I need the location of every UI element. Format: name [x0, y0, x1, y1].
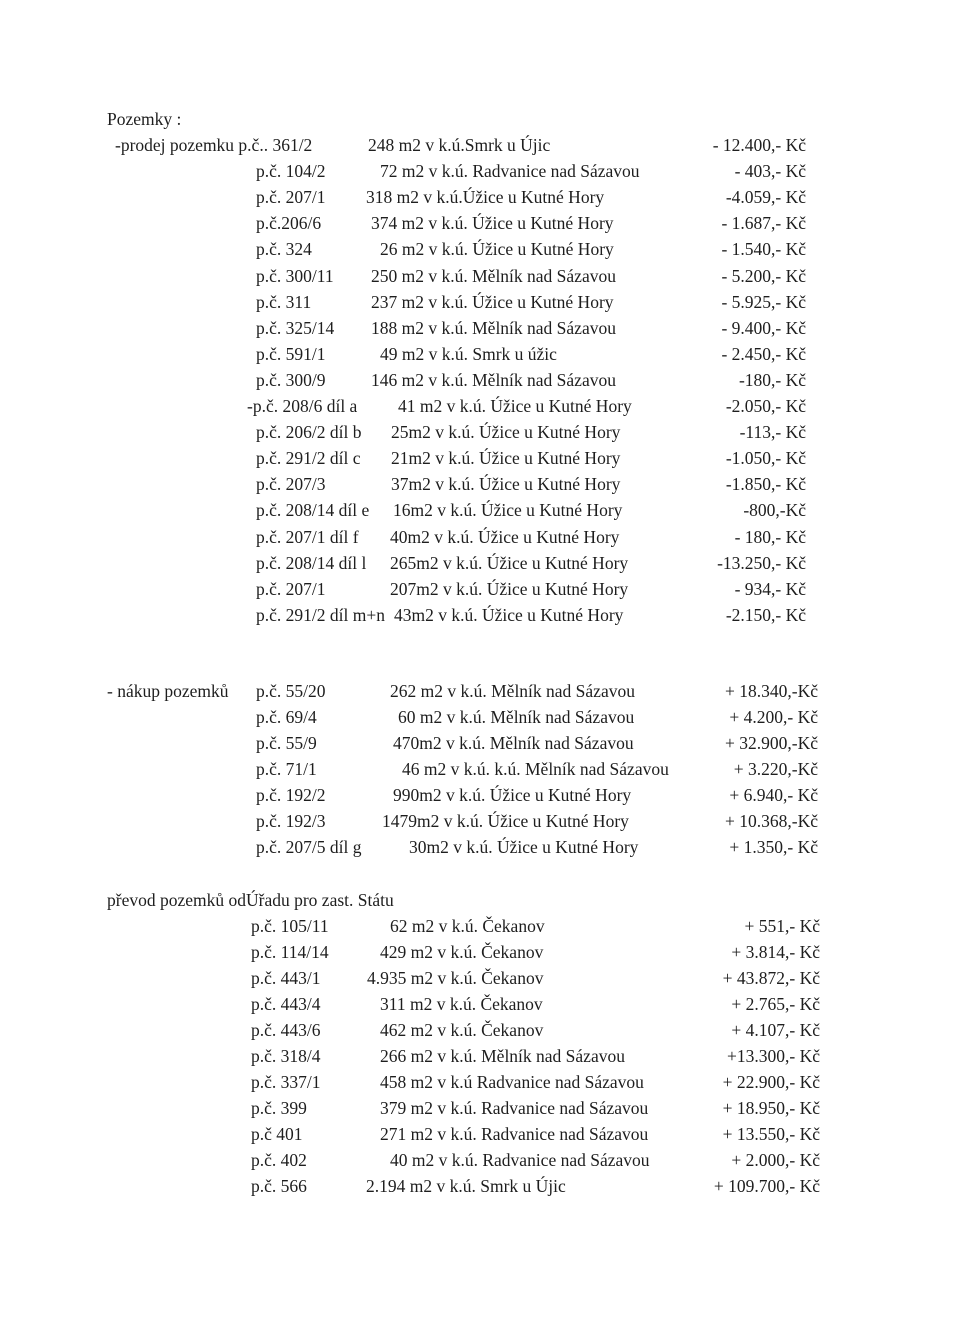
- table-row: [0, 1097, 960, 1119]
- parcel-label: p.č. 114/14: [251, 942, 329, 962]
- parcel-label: p.č. 591/1: [256, 343, 326, 364]
- parcel-area: 262 m2 v k.ú. Mělník nad Sázavou: [390, 681, 635, 701]
- parcel-label: p.č. 104/2: [256, 161, 326, 182]
- parcel-area: 237 m2 v k.ú. Úžice u Kutné Hory: [371, 291, 614, 312]
- parcel-amount: - 1.540,- Kč: [721, 239, 806, 260]
- parcel-amount: +13.300,- Kč: [727, 1046, 820, 1066]
- purchase-title: - nákup pozemků: [107, 681, 229, 701]
- parcel-label: -prodej pozemku p.č.. 361/2: [115, 135, 313, 155]
- parcel-label: p.č. 192/2: [256, 785, 326, 805]
- table-row: [0, 758, 960, 780]
- table-row: [0, 1123, 960, 1145]
- parcel-area: 146 m2 v k.ú. Mělník nad Sázavou: [371, 369, 616, 390]
- parcel-amount: + 3.814,- Kč: [731, 942, 820, 962]
- transfer-title: převod pozemků odÚřadu pro zast. Státu: [107, 890, 394, 910]
- parcel-area: 266 m2 v k.ú. Mělník nad Sázavou: [380, 1046, 625, 1066]
- parcel-area: 374 m2 v k.ú. Úžice u Kutné Hory: [371, 213, 614, 234]
- table-row: [0, 238, 960, 260]
- parcel-amount: + 18.340,-Kč: [725, 681, 818, 701]
- parcel-area: 60 m2 v k.ú. Mělník nad Sázavou: [398, 707, 635, 727]
- table-row: [0, 941, 960, 963]
- parcel-area: 21m2 v k.ú. Úžice u Kutné Hory: [391, 448, 621, 469]
- table-row: [0, 369, 960, 391]
- parcel-area: 429 m2 v k.ú. Čekanov: [380, 942, 544, 962]
- parcel-area: 470m2 v k.ú. Mělník nad Sázavou: [393, 733, 634, 753]
- parcel-amount: -1.850,- Kč: [725, 474, 806, 495]
- parcel-label: p.č. 291/2 díl c: [256, 448, 361, 469]
- parcel-amount: + 10.368,-Kč: [725, 811, 818, 831]
- parcel-area: 2.194 m2 v k.ú. Smrk u Újic: [366, 1176, 566, 1196]
- table-row: [0, 810, 960, 832]
- parcel-label: p.č. 300/11: [256, 265, 334, 286]
- parcel-label: p.č.206/6: [256, 213, 322, 234]
- parcel-area: 379 m2 v k.ú. Radvanice nad Sázavou: [380, 1098, 649, 1118]
- parcel-label: p.č. 318/4: [251, 1046, 321, 1066]
- table-row: [0, 993, 960, 1015]
- parcel-label: p.č. 337/1: [251, 1072, 321, 1092]
- table-row: [0, 680, 960, 702]
- table-row: [0, 915, 960, 937]
- table-row: [0, 421, 960, 443]
- parcel-area: 990m2 v k.ú. Úžice u Kutné Hory: [393, 785, 632, 805]
- table-row: [0, 134, 960, 156]
- table-row: [0, 291, 960, 313]
- parcel-amount: -2.050,- Kč: [725, 396, 806, 416]
- parcel-label: p.č. 443/6: [251, 1020, 321, 1040]
- parcel-label: p.č. 192/3: [256, 811, 326, 831]
- parcel-amount: + 551,- Kč: [744, 916, 820, 936]
- table-row: [0, 604, 960, 626]
- parcel-label: p.č. 311: [256, 291, 312, 312]
- table-row: [0, 706, 960, 728]
- parcel-amount: + 2.765,- Kč: [731, 994, 820, 1014]
- parcel-label: p.č. 69/4: [256, 707, 317, 727]
- parcel-amount: + 18.950,- Kč: [722, 1098, 820, 1118]
- parcel-amount: + 32.900,-Kč: [725, 733, 818, 753]
- parcel-label: p.č. 71/1: [256, 759, 317, 779]
- table-row: [0, 317, 960, 339]
- parcel-label: p.č. 208/14 díl e: [256, 500, 370, 521]
- table-row: [0, 1045, 960, 1067]
- parcel-amount: - 934,- Kč: [734, 578, 806, 599]
- parcel-label: p.č. 105/11: [251, 916, 329, 936]
- parcel-label: p.č. 55/20: [256, 681, 326, 701]
- parcel-amount: + 3.220,-Kč: [733, 759, 818, 779]
- parcel-amount: -13.250,- Kč: [717, 552, 806, 573]
- table-row: [0, 732, 960, 754]
- parcel-amount: - 9.400,- Kč: [721, 317, 806, 338]
- parcel-label: p.č. 443/4: [251, 994, 321, 1014]
- parcel-label: p.č. 300/9: [256, 369, 326, 390]
- parcel-area: 311 m2 v k.ú. Čekanov: [380, 994, 543, 1014]
- parcel-amount: -800,-Kč: [743, 500, 806, 521]
- parcel-label: p.č. 207/1: [256, 187, 326, 208]
- table-row: [0, 499, 960, 521]
- parcel-amount: + 4.200,- Kč: [729, 707, 818, 727]
- parcel-label: p.č. 206/2 díl b: [256, 422, 362, 443]
- parcel-label: p.č. 55/9: [256, 733, 317, 753]
- parcel-area: 248 m2 v k.ú.Smrk u Újic: [368, 135, 551, 155]
- parcel-amount: + 1.350,- Kč: [729, 837, 818, 857]
- parcel-area: 46 m2 v k.ú. k.ú. Mělník nad Sázavou: [402, 759, 669, 779]
- parcel-area: 25m2 v k.ú. Úžice u Kutné Hory: [391, 422, 621, 443]
- parcel-amount: + 22.900,- Kč: [722, 1072, 820, 1092]
- parcel-label: p.č. 207/3: [256, 474, 326, 495]
- parcel-area: 40 m2 v k.ú. Radvanice nad Sázavou: [390, 1150, 650, 1170]
- table-row: [0, 447, 960, 469]
- parcel-amount: - 12.400,- Kč: [712, 135, 806, 155]
- parcel-label: p.č. 208/14 díl l: [256, 552, 367, 573]
- parcel-label: p.č. 207/5 díl g: [256, 837, 362, 857]
- parcel-label: p.č. 207/1 díl f: [256, 526, 359, 547]
- parcel-area: 250 m2 v k.ú. Mělník nad Sázavou: [371, 265, 616, 286]
- table-row: [0, 1071, 960, 1093]
- table-row: [0, 836, 960, 858]
- parcel-label: p.č. 325/14: [256, 317, 335, 338]
- parcel-amount: - 2.450,- Kč: [721, 343, 806, 364]
- parcel-amount: - 1.687,- Kč: [721, 213, 806, 234]
- table-row: [0, 343, 960, 365]
- parcel-amount: + 6.940,- Kč: [729, 785, 818, 805]
- parcel-amount: -1.050,- Kč: [725, 448, 806, 469]
- parcel-label: p.č. 291/2 díl m+n: [256, 604, 385, 625]
- table-row: [0, 473, 960, 495]
- parcel-amount: - 5.200,- Kč: [721, 265, 806, 286]
- parcel-area: 462 m2 v k.ú. Čekanov: [380, 1020, 544, 1040]
- parcel-area: 72 m2 v k.ú. Radvanice nad Sázavou: [380, 161, 640, 182]
- parcel-area: 188 m2 v k.ú. Mělník nad Sázavou: [371, 317, 616, 338]
- parcel-label: p.č. 402: [251, 1150, 307, 1170]
- table-row: [0, 212, 960, 234]
- parcel-area: 26 m2 v k.ú. Úžice u Kutné Hory: [380, 239, 614, 260]
- parcel-amount: -113,- Kč: [739, 422, 806, 443]
- parcel-label: p.č. 566: [251, 1176, 307, 1196]
- parcel-area: 40m2 v k.ú. Úžice u Kutné Hory: [390, 526, 620, 547]
- table-row: [0, 1019, 960, 1041]
- parcel-area: 49 m2 v k.ú. Smrk u úžic: [380, 343, 557, 364]
- parcel-area: 318 m2 v k.ú.Úžice u Kutné Hory: [366, 187, 605, 208]
- parcel-area: 43m2 v k.ú. Úžice u Kutné Hory: [394, 604, 624, 625]
- parcel-area: 16m2 v k.ú. Úžice u Kutné Hory: [393, 500, 623, 521]
- table-row: [0, 186, 960, 208]
- parcel-amount: - 180,- Kč: [734, 526, 806, 547]
- parcel-area: 41 m2 v k.ú. Úžice u Kutné Hory: [398, 396, 632, 416]
- parcel-amount: + 2.000,- Kč: [731, 1150, 820, 1170]
- parcel-area: 271 m2 v k.ú. Radvanice nad Sázavou: [380, 1124, 649, 1144]
- parcel-amount: + 43.872,- Kč: [722, 968, 820, 988]
- table-row: [0, 526, 960, 548]
- parcel-label: p.č. 207/1: [256, 578, 326, 599]
- parcel-label: p.č 401: [251, 1124, 303, 1144]
- parcel-amount: + 13.550,- Kč: [722, 1124, 820, 1144]
- parcel-area: 1479m2 v k.ú. Úžice u Kutné Hory: [382, 811, 629, 831]
- parcel-amount: + 4.107,- Kč: [731, 1020, 820, 1040]
- parcel-amount: + 109.700,- Kč: [713, 1176, 820, 1196]
- parcel-label: -p.č. 208/6 díl a: [247, 396, 358, 416]
- table-row: [0, 1149, 960, 1171]
- parcel-amount: -2.150,- Kč: [725, 604, 806, 625]
- parcel-label: p.č. 324: [256, 239, 312, 260]
- parcel-area: 207m2 v k.ú. Úžice u Kutné Hory: [390, 578, 629, 599]
- table-row: [0, 578, 960, 600]
- table-row: [0, 160, 960, 182]
- page-heading: Pozemky :: [107, 109, 182, 129]
- table-row: [0, 552, 960, 574]
- parcel-amount: -180,- Kč: [738, 369, 806, 390]
- parcel-amount: - 5.925,- Kč: [721, 291, 806, 312]
- parcel-area: 37m2 v k.ú. Úžice u Kutné Hory: [391, 474, 621, 495]
- table-row: [0, 1175, 960, 1197]
- parcel-area: 62 m2 v k.ú. Čekanov: [390, 916, 545, 936]
- parcel-area: 4.935 m2 v k.ú. Čekanov: [367, 968, 544, 988]
- parcel-area: 30m2 v k.ú. Úžice u Kutné Hory: [409, 837, 639, 857]
- parcel-amount: - 403,- Kč: [734, 161, 806, 182]
- parcel-label: p.č. 443/1: [251, 968, 321, 988]
- table-row: [0, 265, 960, 287]
- parcel-amount: -4.059,- Kč: [725, 187, 806, 208]
- table-row: [0, 967, 960, 989]
- parcel-area: 265m2 v k.ú. Úžice u Kutné Hory: [390, 552, 629, 573]
- table-row: [0, 395, 960, 417]
- parcel-label: p.č. 399: [251, 1098, 307, 1118]
- parcel-area: 458 m2 v k.ú Radvanice nad Sázavou: [380, 1072, 644, 1092]
- table-row: [0, 784, 960, 806]
